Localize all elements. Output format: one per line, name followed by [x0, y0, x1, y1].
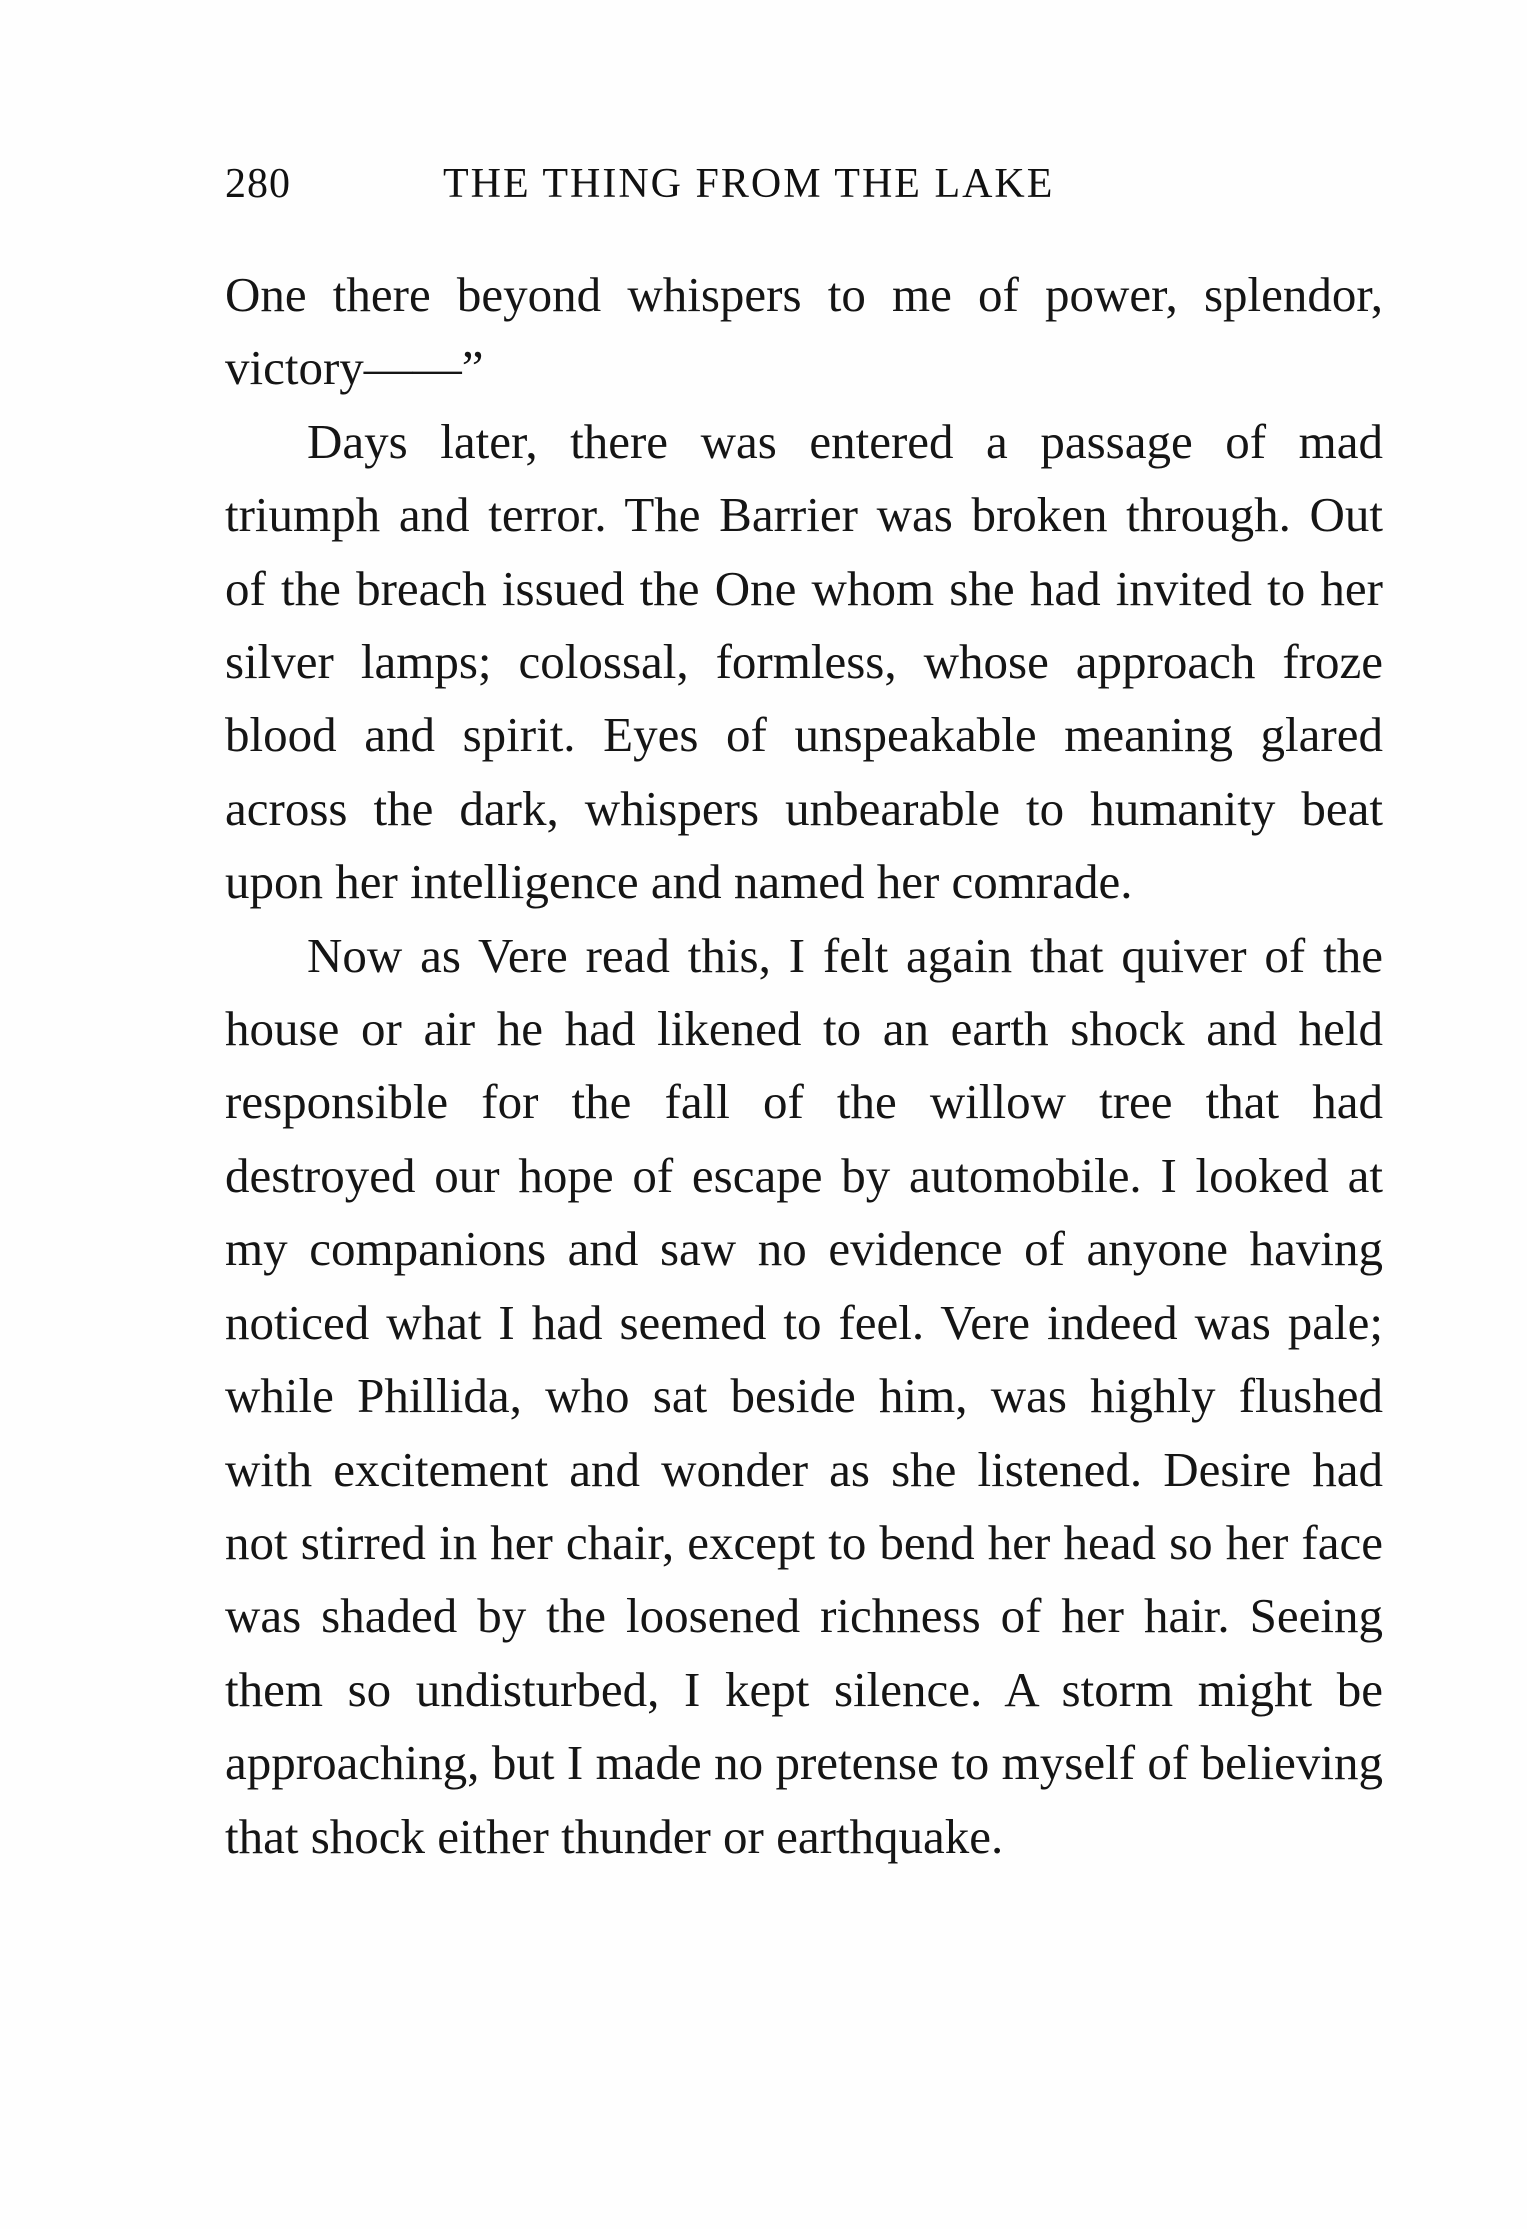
paragraph-2: Days later, there was entered a passage of mad triumph and terror. The Barrier was broken through. Out of the breach issued the One whom she had invited to her silver lamps; colossal, formless, whose approach froze blood and spirit. Eyes of unspeakable meaning glared across the dark, whispers unbearable to humanity beat upon her intelligence and named her comrade.	[225, 413, 1383, 910]
body-text	[225, 258, 1383, 1873]
paragraph-1: One there beyond whispers to me of power, splendor, victory——”	[225, 267, 1383, 396]
running-title: THE THING FROM THE LAKE	[443, 161, 1055, 207]
running-head	[225, 160, 1385, 220]
paragraph-3: Now as Vere read this, I felt again that quiver of the house or air he had likened to an earth shock and held responsible for the fall of the willow tree that had destroyed our hope of escape by automobile. I looked at my companions and saw no evidence of anyone having noticed what I had seemed to feel. Vere indeed was pale; while Phillida, who sat beside him, was highly flushed with excitement and wonder as she listened. Desire had not stirred in her chair, except to bend her head so her face was shaded by the loosened richness of her hair. Seeing them so undisturbed, I kept silence. A storm might be approaching, but I made no pretense to myself of believing that shock either thunder or earthquake.	[225, 927, 1383, 1864]
page-number: 280	[225, 161, 291, 207]
